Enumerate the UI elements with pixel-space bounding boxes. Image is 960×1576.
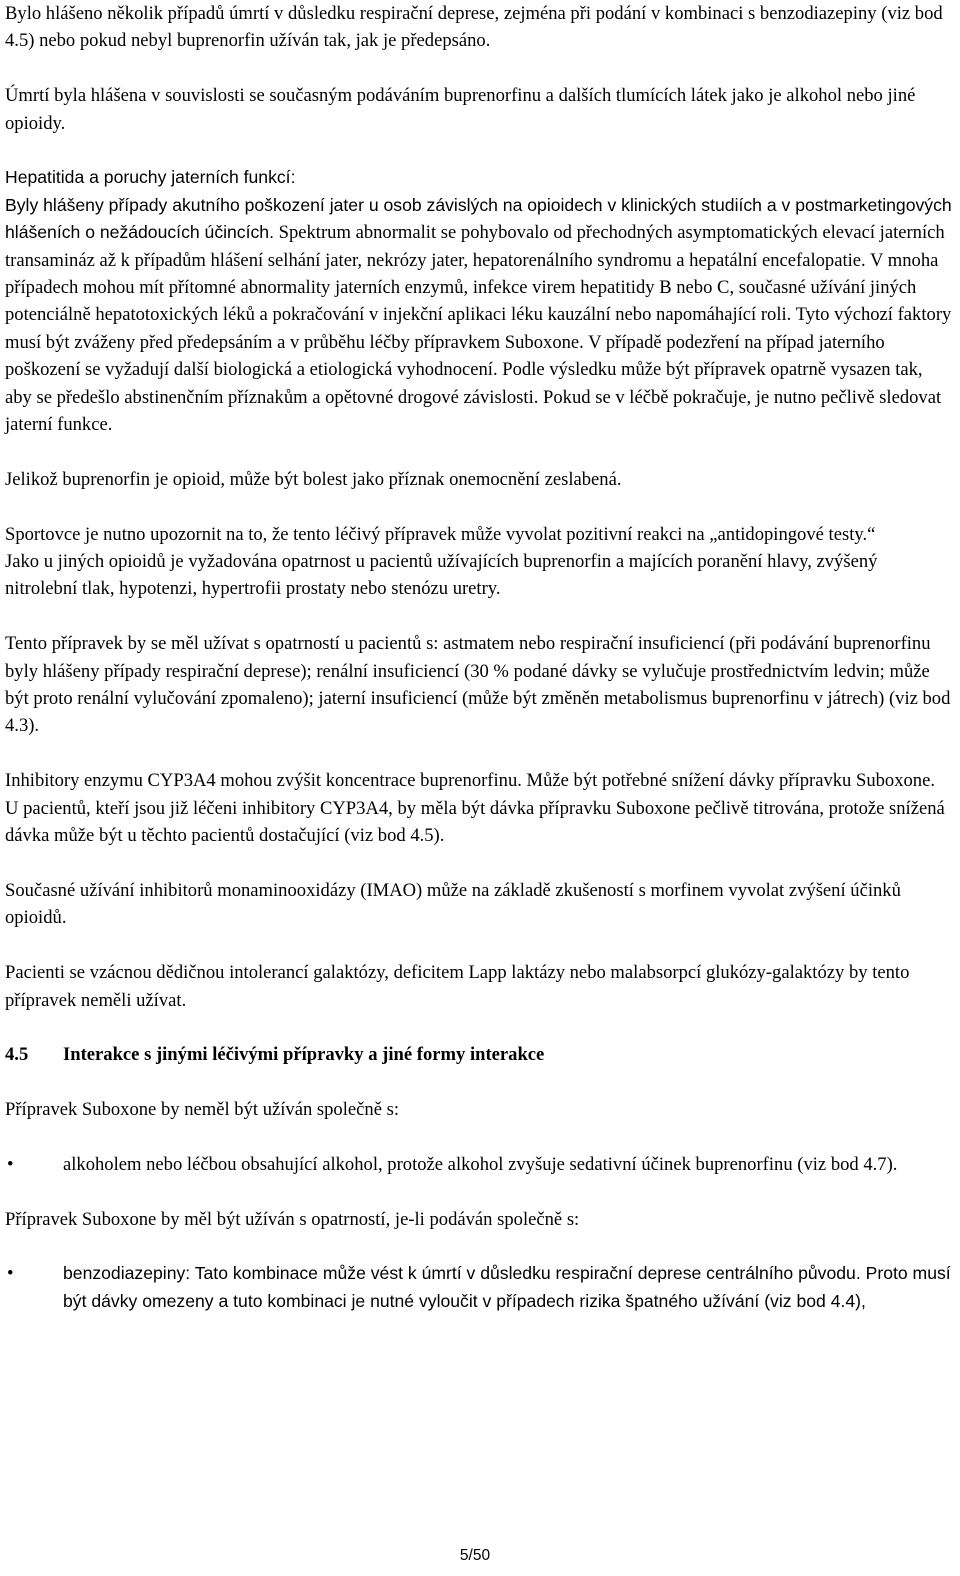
paragraph-cyp3a4-inhibitors: Inhibitory enzymu CYP3A4 mohou zvýšit koncentrace buprenorfinu. Může být potřebné snížení dávky přípravku Suboxone. U pacientů, kteří jsou již léčeni inhibitory CYP3A4, by měla být dávka přípravku Suboxone pečlivě titrována, protože snížená dávka může být u těchto pacientů dostačující (viz bod 4.5). (5, 770, 945, 847)
paragraph-galactose: Pacienti se vzácnou dědičnou intolerancí galaktózy, deficitem Lapp laktázy nebo malabsorpcí glukózy-galaktózy by tento přípravek neměli užívat. (5, 962, 910, 1011)
paragraph-pain-masking: Jelikož buprenorfin je opioid, může být bolest jako příznak onemocnění zeslabená. (5, 468, 622, 490)
section-number: 4.5 (5, 1044, 29, 1066)
hepatitis-serif-text: Spektrum abnormalit se pohybovalo od přechodných asymptomatických elevací jaterních transamináz až k případům hlášení selhání jater, nekrózy jater, hepatorenálního syndromu a hepatální encefalopatie. V mnoha případech mohou mít přítomné abnormality jaterních enzymů, infekce virem hepatitidy B nebo C, současné užívání jiných potenciálně hepatotoxických léků a pokračování v injekční aplikaci léku kauzální nebo napomáhající roli. Tyto výchozí faktory musí být zváženy před předepsáním a v průběhu léčby přípravkem Suboxone. V případě podezření na případ jaterního poškození se vyžadují další biologická a etiologická vyhodnocení. Podle výsledku může být přípravek opatrně vysazen tak, aby se předešlo abstinenčním příznakům a opětovné drogové závislosti. Pokud se v léčbě pokračuje, je nutno pečlivě sledovat jaterní funkce. (5, 222, 952, 436)
paragraph-not-with: Přípravek Suboxone by neměl být užíván společně s: (5, 1099, 400, 1121)
hepatitis-subheading: Hepatitida a poruchy jaterních funkcí: (5, 167, 296, 188)
paragraph-head-injury: Jako u jiných opioidů je vyžadována opatrnost u pacientů užívajících buprenorfin a majících poranění hlavy, zvýšený nitrolební tlak, hypotenzi, hypertrofii prostaty nebo stenózu uretry. (5, 551, 878, 600)
bullet-icon: • (7, 1153, 14, 1175)
list-item (5, 1260, 953, 1315)
paragraph-caution-patients: Tento přípravek by se měl užívat s opatrností u pacientů s: astmatem nebo respirační insuficiencí (při podávání buprenorfinu byly hlášeny případy respirační deprese); renální insuficiencí (30 % podané dávky se vylučuje prostřednictvím ledvin; může být proto renální vylučování zpomaleno); jaterní insuficiencí (může být změněn metabolismus buprenorfinu v játrech) (viz bod 4.3). (5, 633, 951, 737)
section-heading (5, 1041, 953, 1068)
paragraph-maoi: Současné užívání inhibitorů monaminooxidázy (IMAO) může na základě zkušeností s morfinem vyvolat zvýšení účinků opioidů. (5, 879, 901, 929)
page-number: 5/50 (459, 1547, 491, 1564)
paragraph-deaths-cns-depressants: Úmrtí byla hlášena v souvislosti se současným podáváním buprenorfinu a dalších tlumících látek jako je alkohol nebo jiné opioidy. (5, 85, 916, 134)
paragraph-hepatitis (5, 192, 953, 439)
paragraph-respiratory-depression: Bylo hlášeno několik případů úmrtí v důsledku respirační deprese, zejména při podání v kombinaci s benzodiazepiny (viz bod 4.5) nebo pokud nebyl buprenorfin užíván tak, jak je předepsáno. (5, 3, 943, 52)
bullet-text-benzodiazepines: benzodiazepiny: Tato kombinace může vést k úmrtí v důsledku respirační deprese centrálního původu. Proto musí být dávky omezeny a tuto kombinaci je nutné vyloučit v případech rizika špatného užívání (viz bod 4.4), (63, 1263, 951, 1311)
hepatitis-sans-text: Byly hlášeny případy akutního poškození jater u osob závislých na opioidech v klinických studiích a v postmarketingových hlášeních o nežádoucích účincích. (5, 194, 952, 243)
bullet-icon: • (7, 1263, 14, 1285)
bullet-text-alcohol: alkoholem nebo léčbou obsahující alkohol, protože alkohol zvyšuje sedativní účinek buprenorfinu (viz bod 4.7). (63, 1153, 898, 1175)
paragraph-hepatitis-heading (5, 164, 953, 191)
list-item (5, 1151, 953, 1178)
section-title: Interakce s jinými léčivými přípravky a jiné formy interakce (63, 1044, 545, 1066)
document-page (5, 0, 953, 1315)
paragraph-athletes-doping: Sportovce je nutno upozornit na to, že tento léčivý přípravek může vyvolat pozitivní reakci na „antidopingové testy.“ (5, 523, 876, 545)
paragraph-caution-with: Přípravek Suboxone by měl být užíván s opatrností, je-li podáván společně s: (5, 1208, 580, 1230)
